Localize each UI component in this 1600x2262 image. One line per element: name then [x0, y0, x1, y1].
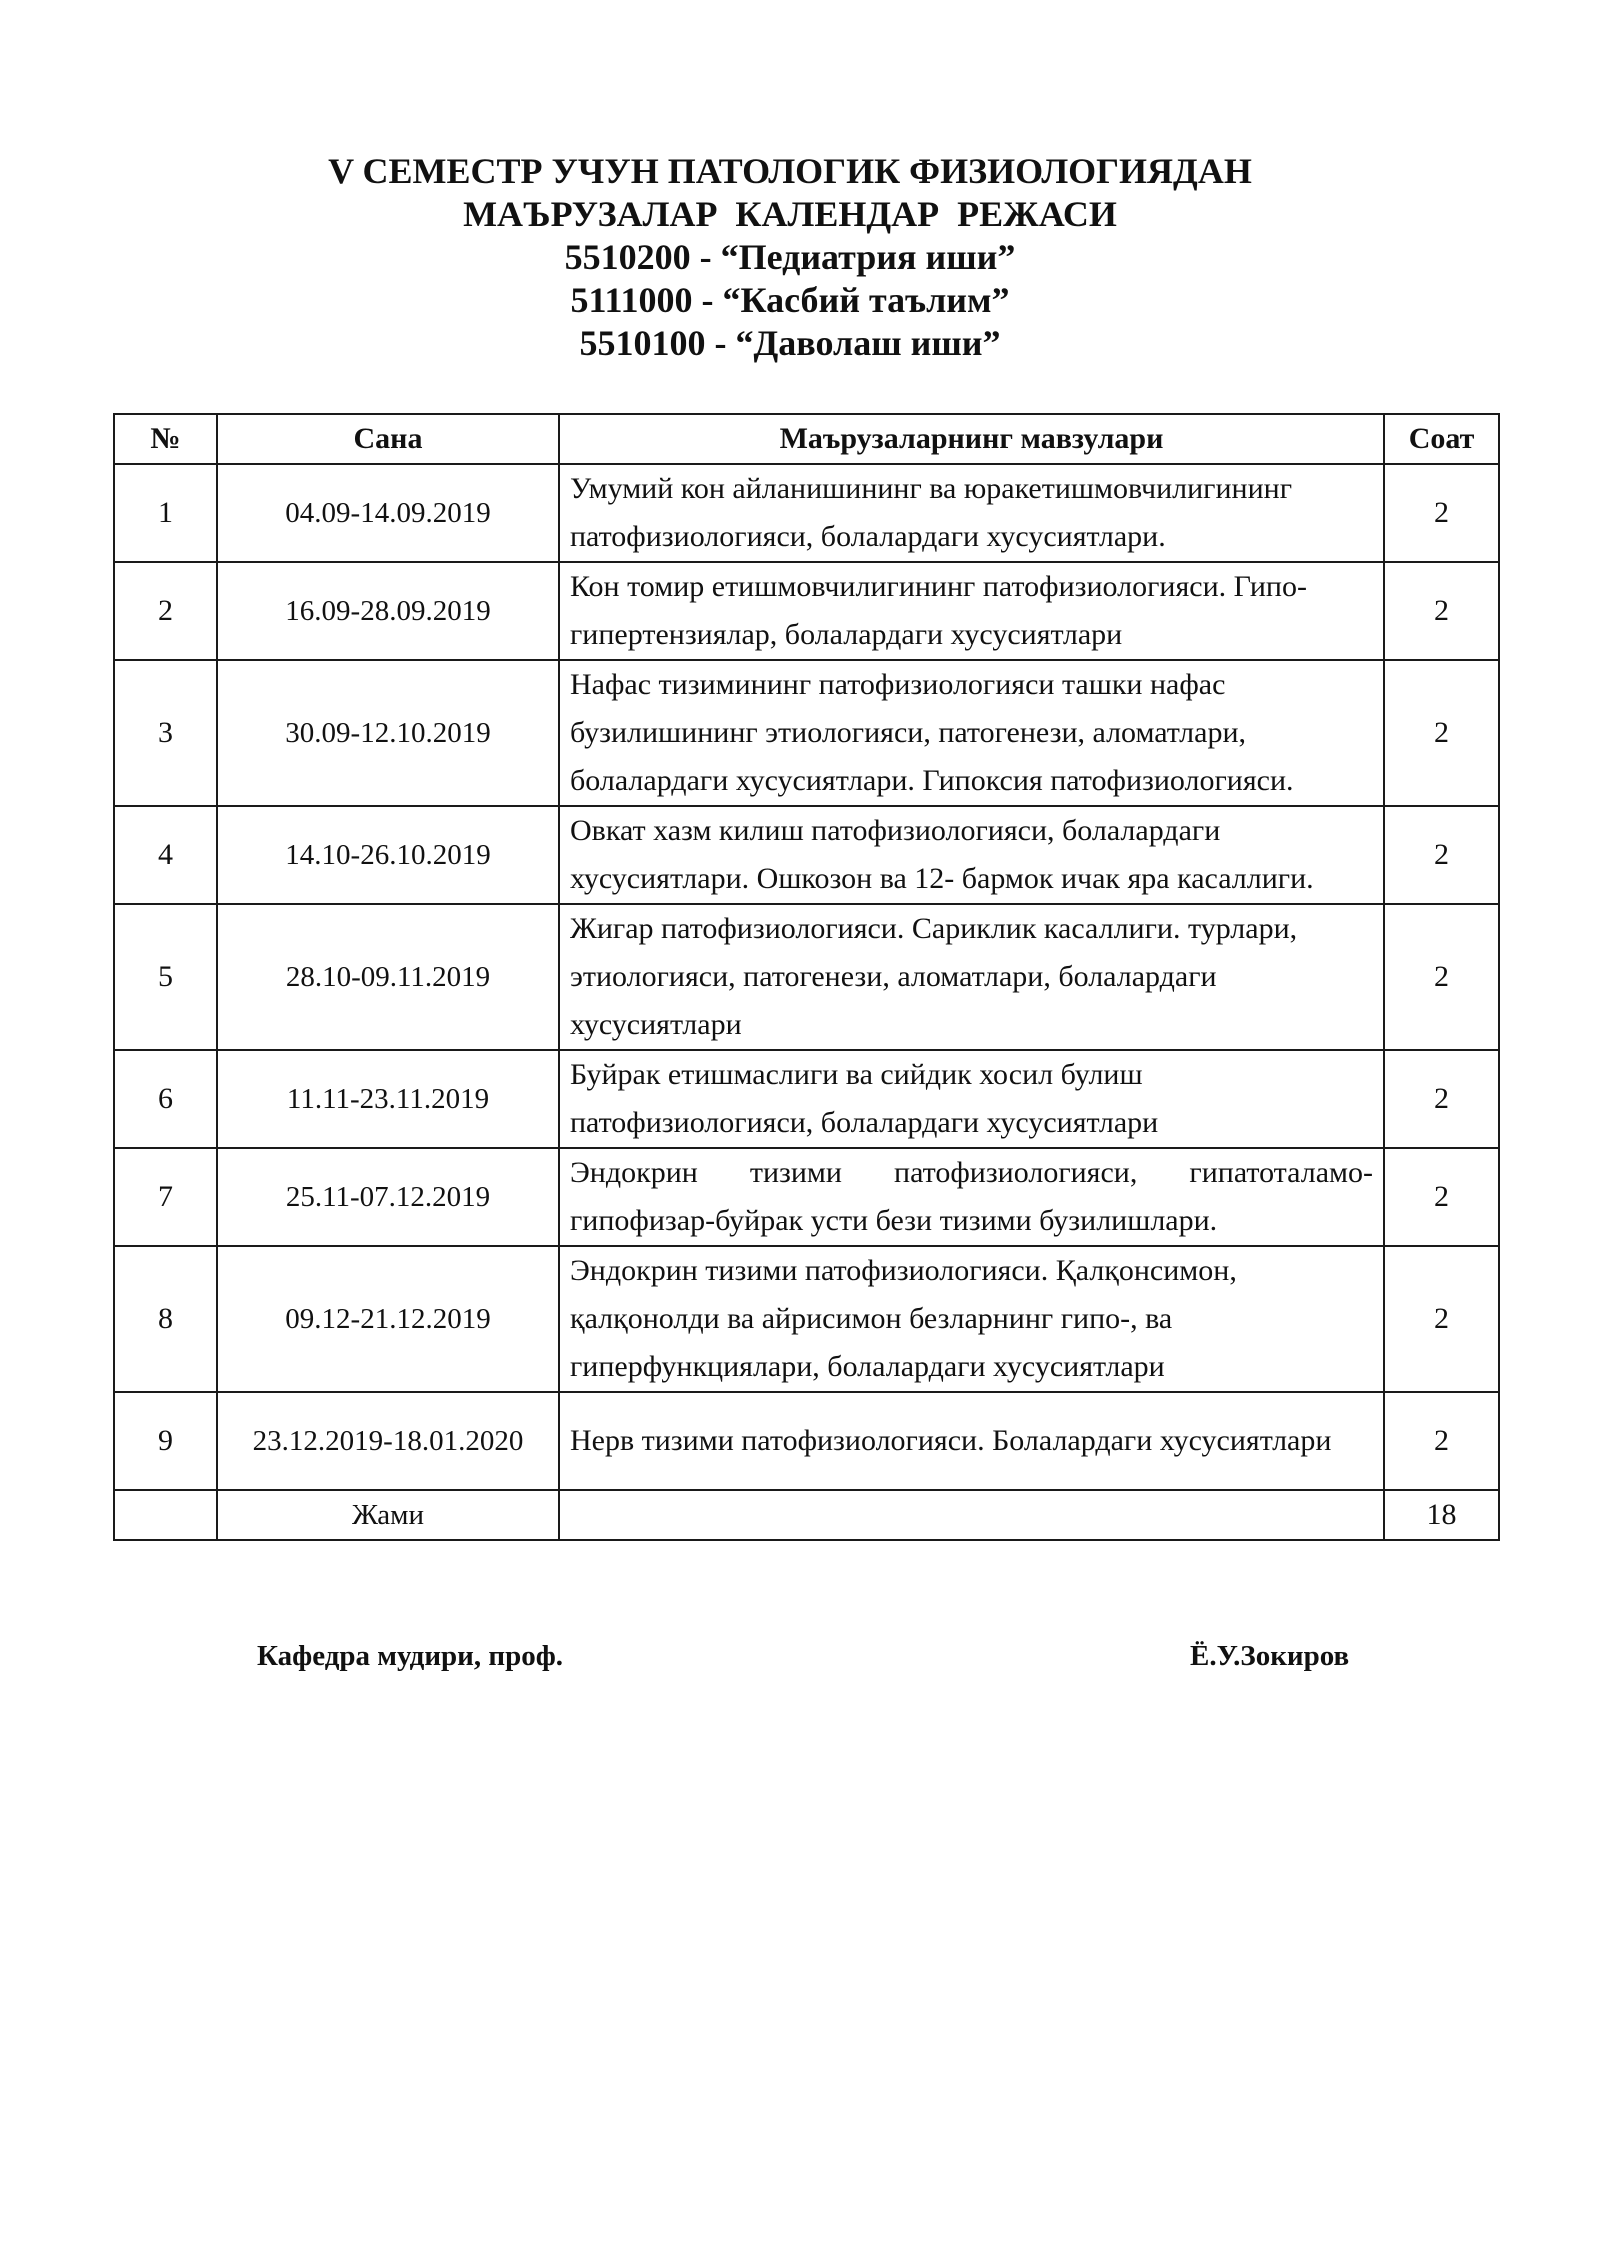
row-hours: 2 [1384, 1148, 1499, 1246]
row-topic: Жигар патофизиологияси. Сариклик касаллиги. турлари, этиологияси, патогенези, аломатлари, болалардаги хусусиятлари [559, 904, 1384, 1050]
row-date: 30.09-12.10.2019 [217, 660, 559, 806]
row-number: 6 [114, 1050, 217, 1148]
column-header-hours: Соат [1384, 414, 1499, 464]
row-number: 8 [114, 1246, 217, 1392]
row-topic: Нафас тизимининг патофизиологияси ташки нафас бузилишининг этиологияси, патогенези, аломатлари, болалардаги хусусиятлари. Гипоксия патофизиологияси. [559, 660, 1384, 806]
row-topic: Эндокрин тизими патофизиологияси, гипатоталамо-гипофизар-буйрак усти бези тизими бузилишлари. [559, 1148, 1384, 1246]
row-number: 7 [114, 1148, 217, 1246]
total-label: Жами [217, 1490, 559, 1540]
table-row [114, 1392, 1499, 1490]
table-row [114, 1148, 1499, 1246]
department-head-position: Кафедра мудири, проф. [257, 1640, 564, 1672]
row-number: 5 [114, 904, 217, 1050]
row-topic: Нерв тизими патофизиологияси. Болалардаги хусусиятлари [559, 1392, 1384, 1490]
row-topic: Умумий кон айланишининг ва юракетишмовчилигининг патофизиологияси, болалардаги хусусиятлари. [559, 464, 1384, 562]
row-date: 09.12-21.12.2019 [217, 1246, 559, 1392]
column-header-topic: Маърузаларнинг мавзулари [559, 414, 1384, 464]
row-number: 1 [114, 464, 217, 562]
row-hours: 2 [1384, 806, 1499, 904]
row-date: 04.09-14.09.2019 [217, 464, 559, 562]
row-number: 9 [114, 1392, 217, 1490]
row-number: 4 [114, 806, 217, 904]
document-title [0, 150, 1600, 365]
row-date: 25.11-07.12.2019 [217, 1148, 559, 1246]
total-hours: 18 [1384, 1490, 1499, 1540]
row-number: 2 [114, 562, 217, 660]
row-topic: Овкат хазм килиш патофизиологияси, болалардаги хусусиятлари. Ошкозон ва 12- бармок ичак яра касаллиги. [559, 806, 1384, 904]
table-row [114, 806, 1499, 904]
table-row [114, 660, 1499, 806]
row-number: 3 [114, 660, 217, 806]
table-row [114, 1050, 1499, 1148]
table-row [114, 904, 1499, 1050]
row-hours: 2 [1384, 562, 1499, 660]
table-row [114, 1246, 1499, 1392]
specialty-line-1: 5510200 - “Педиатрия иши” [564, 237, 1016, 277]
total-topic-empty-cell [559, 1490, 1384, 1540]
total-empty-cell [114, 1490, 217, 1540]
title-line-2: МАЪРУЗАЛАР КАЛЕНДАР РЕЖАСИ [463, 194, 1117, 234]
row-topic: Кон томир етишмовчилигининг патофизиологияси. Гипо-гипертензиялар, болалардаги хусусиятлари [559, 562, 1384, 660]
title-line-1: V СЕМЕСТР УЧУН ПАТОЛОГИК ФИЗИОЛОГИЯДАН [328, 151, 1252, 191]
department-head-name: Ё.У.Зокиров [1190, 1640, 1350, 1672]
row-hours: 2 [1384, 464, 1499, 562]
row-date: 14.10-26.10.2019 [217, 806, 559, 904]
row-hours: 2 [1384, 1392, 1499, 1490]
specialty-line-2: 5111000 - “Касбий таълим” [570, 280, 1010, 320]
table-header-row [114, 414, 1499, 464]
table-row [114, 562, 1499, 660]
row-date: 23.12.2019-18.01.2020 [217, 1392, 559, 1490]
row-hours: 2 [1384, 1050, 1499, 1148]
row-hours: 2 [1384, 904, 1499, 1050]
row-hours: 2 [1384, 660, 1499, 806]
row-topic: Буйрак етишмаслиги ва сийдик хосил булиш патофизиологияси, болалардаги хусусиятлари [559, 1050, 1384, 1148]
row-date: 16.09-28.09.2019 [217, 562, 559, 660]
column-header-date: Сана [217, 414, 559, 464]
total-row [114, 1490, 1499, 1540]
row-topic: Эндокрин тизими патофизиологияси. Қалқонсимон, қалқонолди ва айрисимон безларнинг гипо-, ва гиперфункциялари, болалардаги хусусиятлари [559, 1246, 1384, 1392]
row-date: 28.10-09.11.2019 [217, 904, 559, 1050]
row-hours: 2 [1384, 1246, 1499, 1392]
specialty-line-3: 5510100 - “Даволаш иши” [579, 323, 1001, 363]
table-row [114, 464, 1499, 562]
row-date: 11.11-23.11.2019 [217, 1050, 559, 1148]
column-header-number: № [114, 414, 217, 464]
lecture-schedule-table [113, 413, 1500, 1541]
